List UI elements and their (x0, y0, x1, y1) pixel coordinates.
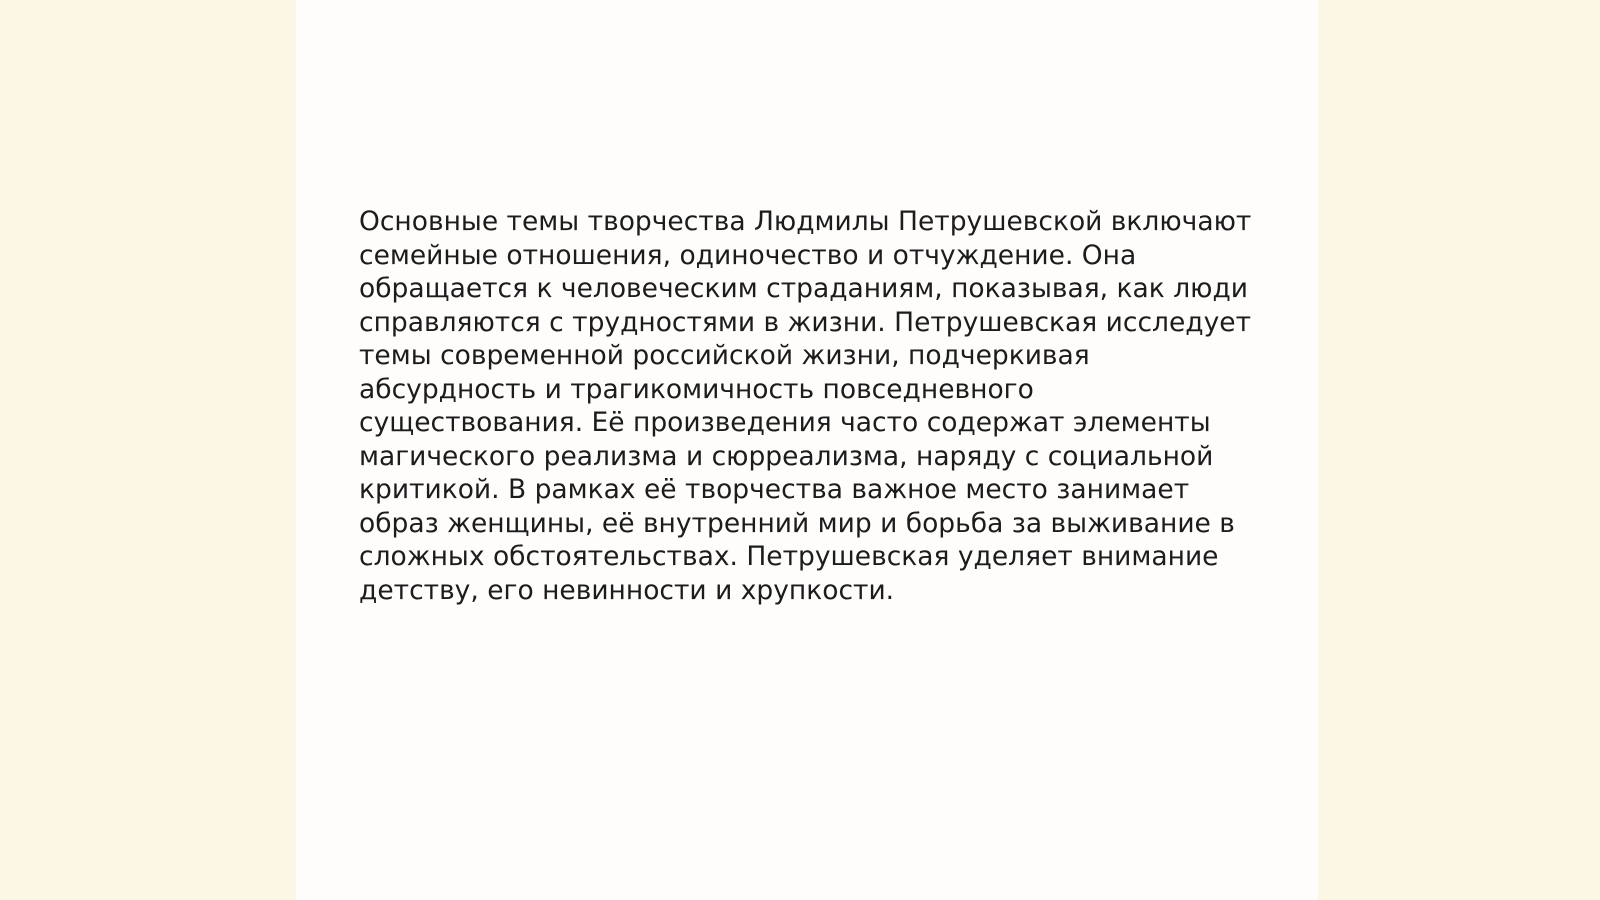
body-paragraph: Основные темы творчества Людмилы Петрушевской включают семейные отношения, одиночество и отчуждение. Она обращается к человеческим страданиям, показывая, как люди справляются с трудностями в жизни. Петрушевская исследует темы современной российской жизни, подчеркивая абсурдность и трагикомичность повседневного существования. Её произведения часто содержат элементы магического реализма и сюрреализма, наряду с социальной критикой. В рамках её творчества важное место занимает образ женщины, её внутренний мир и борьба за выживание в сложных обстоятельствах. Петрушевская уделяет внимание детству, его невинности и хрупкости. (359, 206, 1252, 606)
left-margin-panel (0, 0, 296, 900)
document-page (296, 0, 1318, 900)
right-margin-panel (1318, 0, 1600, 900)
